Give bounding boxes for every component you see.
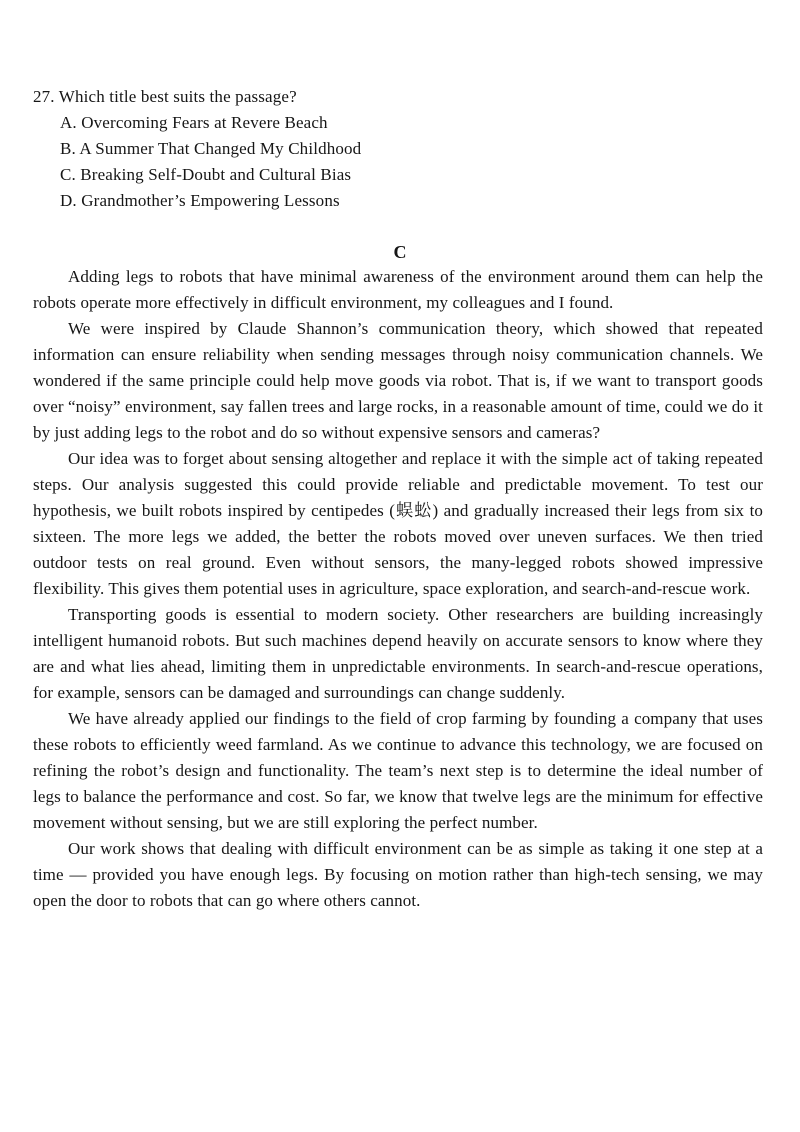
reading-passage — [33, 264, 763, 914]
answer-option-a — [33, 110, 753, 136]
option-text: Overcoming Fears at Revere Beach — [81, 113, 328, 132]
option-letter: D. — [60, 191, 77, 210]
option-letter: C. — [60, 165, 76, 184]
passage-paragraph: We were inspired by Claude Shannon’s communication theory, which showed that repeated information can ensure reliability when sending messages through noisy communication channels. We wondered if the same principle could help move goods via robot. That is, if we want to transport goods over “noisy” environment, say fallen trees and large rocks, in a reasonable amount of time, could we do it by just adding legs to the robot and do so without expensive sensors and cameras? — [33, 319, 763, 442]
question-27 — [33, 84, 753, 214]
answer-option-b — [33, 136, 753, 162]
question-number: 27. — [33, 87, 55, 106]
option-text: A Summer That Changed My Childhood — [79, 139, 362, 158]
passage-paragraph: We have already applied our findings to the field of crop farming by founding a company that uses these robots to efficiently weed farmland. As we continue to advance this technology, we are focused on refining the robot’s design and functionality. The team’s next step is to determine the ideal number of legs to balance the performance and cost. So far, we know that twelve legs are the minimum for effective movement without sensing, but we are still exploring the perfect number. — [33, 709, 763, 832]
passage-paragraph: Adding legs to robots that have minimal awareness of the environment around them can help the robots operate more effectively in difficult environment, my colleagues and I found. — [33, 267, 763, 312]
option-text: Breaking Self-Doubt and Cultural Bias — [80, 165, 352, 184]
answer-option-d — [33, 188, 753, 214]
option-letter: A. — [60, 113, 77, 132]
answer-option-c — [33, 162, 753, 188]
option-text: Grandmother’s Empowering Lessons — [81, 191, 340, 210]
section-heading: C — [393, 242, 407, 262]
answer-options — [33, 110, 753, 214]
passage-paragraph: Our work shows that dealing with difficult environment can be as simple as taking it one step at a time — provided you have enough legs. By focusing on motion rather than high-tech sensing, we may open the door to robots that can go where others cannot. — [33, 839, 763, 910]
option-letter: B. — [60, 139, 76, 158]
passage-paragraph: Our idea was to forget about sensing altogether and replace it with the simple act of taking repeated steps. Our analysis suggested this could provide reliable and predictable movement. To test our hypothesis, we built robots inspired by centipedes (蜈蚣) and gradually increased their legs from six to sixteen. The more legs we added, the better the robots moved over uneven surfaces. We then tried outdoor tests on real ground. Even without sensors, the many-legged robots showed impressive flexibility. This gives them potential uses in agriculture, space exploration, and search-and-rescue work. — [33, 449, 763, 598]
question-text: Which title best suits the passage? — [58, 87, 297, 106]
passage-paragraph: Transporting goods is essential to modern society. Other researchers are building increasingly intelligent humanoid robots. But such machines depend heavily on accurate sensors to know where they are and what lies ahead, limiting them in unpredictable environments. In search-and-rescue operations, for example, sensors can be damaged and surroundings can change suddenly. — [33, 605, 763, 702]
question-stem — [33, 84, 753, 110]
